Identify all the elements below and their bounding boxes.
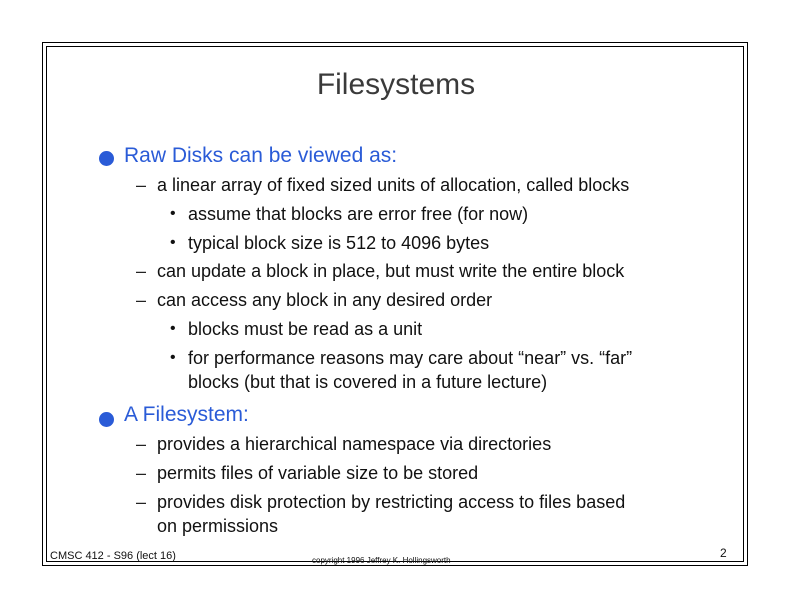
list-item-access-block: can access any block in any desired order — [157, 290, 493, 310]
bullet-circle-icon — [99, 151, 114, 166]
page-number: 2 — [720, 546, 727, 560]
sub-item-performance-continued: blocks (but that is covered in a future lecture) — [188, 372, 548, 392]
list-item-update-block: can update a block in place, but must write the entire block — [157, 261, 625, 281]
section-heading-raw-disks: Raw Disks can be viewed as: — [124, 144, 398, 167]
footer-course-label: CMSC 412 - S96 (lect 16) — [50, 550, 176, 562]
dash-bullet-icon: – — [136, 463, 147, 483]
footer-copyright: copyright 1996 Jeffrey K. Hollingsworth — [312, 556, 451, 565]
dash-bullet-icon: – — [136, 434, 147, 454]
sub-item-performance: for performance reasons may care about “near” vs. “far” — [188, 348, 633, 368]
sub-item-error-free: assume that blocks are error free (for now) — [188, 204, 529, 224]
slide-title: Filesystems — [316, 68, 476, 101]
list-item-linear-array: a linear array of fixed sized units of allocation, called blocks — [157, 175, 630, 195]
dash-bullet-icon: – — [136, 492, 147, 512]
list-item-variable-size: permits files of variable size to be stored — [157, 463, 479, 483]
dash-bullet-icon: – — [136, 175, 147, 195]
dash-bullet-icon: – — [136, 261, 147, 281]
bullet-circle-icon — [99, 412, 114, 427]
list-item-protection-continued: on permissions — [157, 516, 279, 536]
list-item-protection: provides disk protection by restricting access to files based — [157, 492, 626, 512]
sub-item-read-unit: blocks must be read as a unit — [188, 319, 423, 339]
dot-bullet-icon: • — [170, 234, 176, 251]
dash-bullet-icon: – — [136, 290, 147, 310]
dot-bullet-icon: • — [170, 349, 176, 366]
dot-bullet-icon: • — [170, 320, 176, 337]
list-item-namespace: provides a hierarchical namespace via directories — [157, 434, 552, 454]
sub-item-block-size: typical block size is 512 to 4096 bytes — [188, 233, 490, 253]
dot-bullet-icon: • — [170, 205, 176, 222]
section-heading-filesystem: A Filesystem: — [124, 403, 249, 426]
